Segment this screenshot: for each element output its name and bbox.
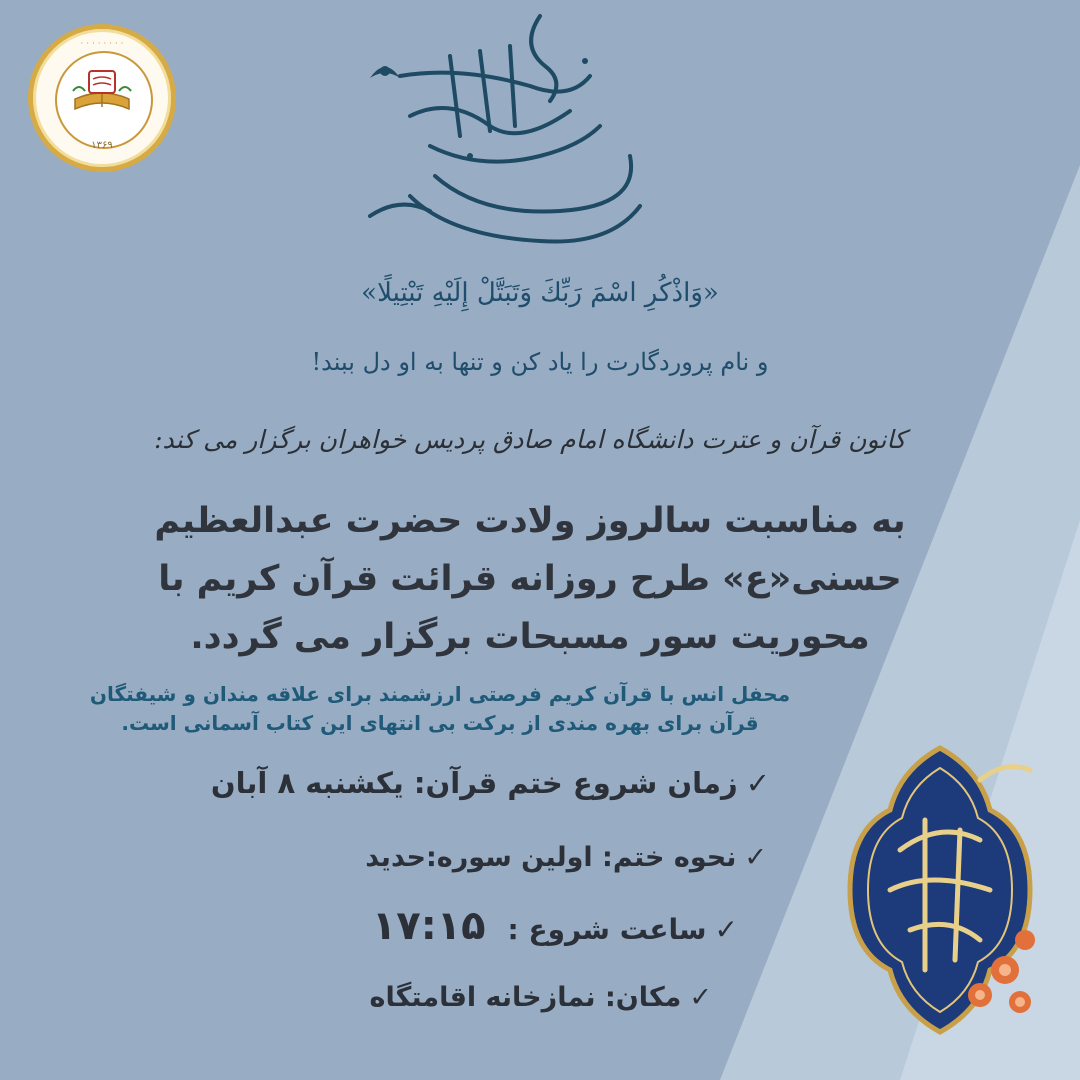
detail-text: نحوه ختم: اولین سوره:حدید bbox=[365, 842, 737, 873]
announcement-line: به مناسبت سالروز ولادت حضرت عبدالعظیم bbox=[154, 501, 906, 541]
bismillah-calligraphy bbox=[340, 6, 670, 276]
detail-location bbox=[370, 982, 712, 1013]
description-line: محفل انس با قرآن کریم فرصتی ارزشمند برای علاقه مندان و شیفتگان bbox=[89, 682, 791, 706]
announcement bbox=[100, 492, 960, 666]
check-icon: ✓ bbox=[714, 913, 738, 946]
detail-text: زمان شروع ختم قرآن: یکشنبه ۸ آبان bbox=[210, 766, 738, 800]
detail-label: ساعت شروع : bbox=[507, 913, 707, 946]
logo-ring-text: · · · · · · · · bbox=[80, 39, 124, 49]
quran-center-logo bbox=[28, 24, 176, 172]
detail-method bbox=[365, 842, 767, 873]
announcement-line: محوریت سور مسبحات برگزار می گردد. bbox=[190, 617, 870, 657]
verse-translation: و نام پروردگارت را یاد کن و تنها به او دل ببند! bbox=[311, 348, 769, 376]
logo-year: ۱۳۶۹ bbox=[91, 140, 113, 151]
description-line: قرآن برای بهره مندی از برکت بی انتهای این کتاب آسمانی است. bbox=[121, 711, 759, 735]
host-line: کانون قرآن و عترت دانشگاه امام صادق پردیس خواهران برگزار می کند: bbox=[154, 425, 906, 454]
detail-start-time bbox=[372, 903, 738, 949]
check-icon: ✓ bbox=[745, 766, 770, 800]
description bbox=[60, 680, 820, 738]
detail-start-date bbox=[211, 766, 770, 800]
start-time-value: ۱۷:۱۵ bbox=[371, 903, 486, 949]
announcement-line: حسنی«ع» طرح روزانه قرائت قرآن کریم با bbox=[158, 559, 902, 599]
quran-karim-medallion bbox=[830, 740, 1050, 1040]
check-icon: ✓ bbox=[689, 982, 712, 1013]
open-book-icon bbox=[71, 69, 133, 119]
quran-verse: «وَاذْكُرِ اسْمَ رَبِّكَ وَتَبَتَّلْ إِلَيْهِ تَبْتِيلًا» bbox=[361, 278, 719, 308]
check-icon: ✓ bbox=[744, 842, 767, 873]
detail-text: مکان: نمازخانه اقامتگاه bbox=[369, 982, 682, 1013]
